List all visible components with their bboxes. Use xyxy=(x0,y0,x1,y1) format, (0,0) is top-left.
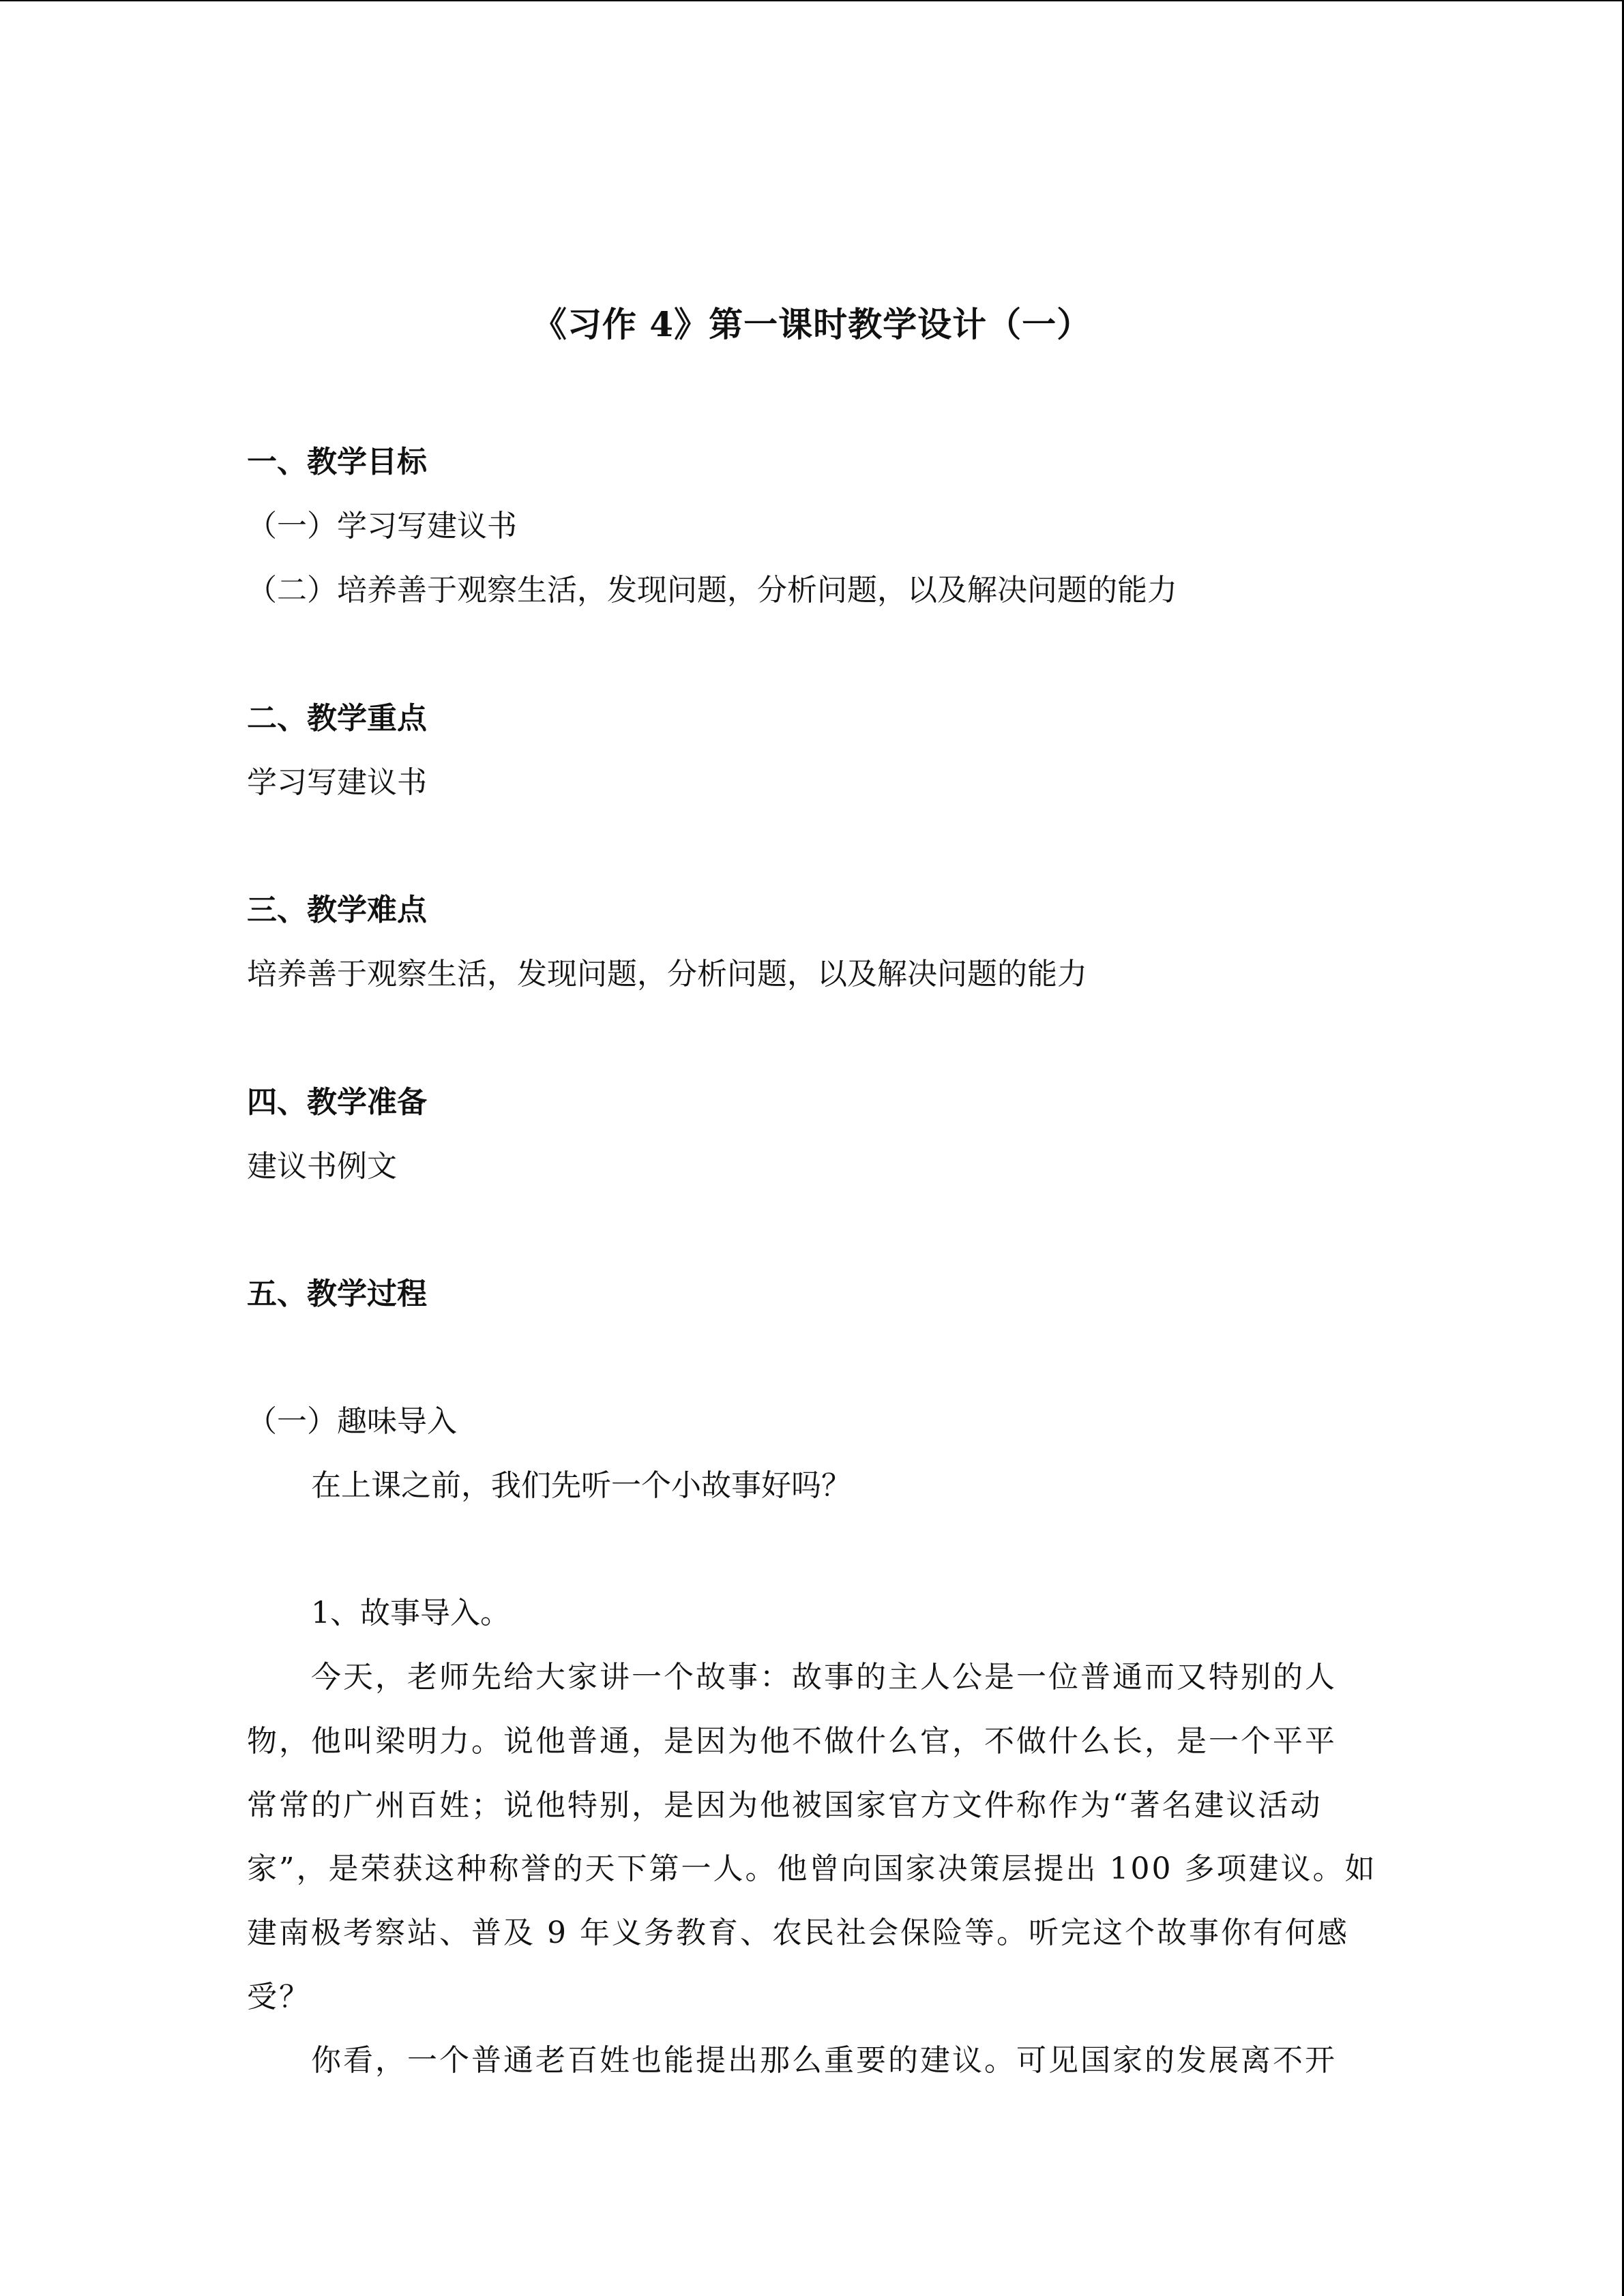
document-title: 《习作 4》第一课时教学设计（一） xyxy=(532,304,1092,344)
closing-line: 你看，一个普通老百姓也能提出那么重要的建议。可见国家的发展离不开 xyxy=(311,2043,1337,2078)
section-heading-key-points: 二、教学重点 xyxy=(247,701,427,736)
process-subheading: （一）趣味导入 xyxy=(247,1404,457,1439)
story-line: 受？ xyxy=(247,1980,311,2014)
section-heading-goals: 一、教学目标 xyxy=(247,445,427,479)
process-step-1: 1、故事导入。 xyxy=(311,1596,510,1630)
preparation-text: 建议书例文 xyxy=(247,1149,397,1184)
process-intro: 在上课之前，我们先听一个小故事好吗？ xyxy=(311,1468,851,1503)
story-line: 今天，老师先给大家讲一个故事：故事的主人公是一位普通而又特别的人 xyxy=(311,1660,1337,1695)
section-heading-difficulties: 三、教学难点 xyxy=(247,893,427,927)
goal-item-2: （二）培养善于观察生活，发现问题，分析问题，以及解决问题的能力 xyxy=(247,573,1177,608)
section-heading-process: 五、教学过程 xyxy=(247,1277,427,1311)
key-points-text: 学习写建议书 xyxy=(247,765,427,800)
page-top-border xyxy=(0,0,1624,1)
story-line: 建南极考察站、普及 9 年义务教育、农民社会保险等。听完这个故事你有何感 xyxy=(247,1915,1349,1950)
story-line: 常常的广州百姓；说他特别，是因为他被国家官方文件称作为“著名建议活动 xyxy=(247,1788,1323,1823)
goal-item-1: （一）学习写建议书 xyxy=(247,509,517,543)
difficulties-text: 培养善于观察生活，发现问题，分析问题，以及解决问题的能力 xyxy=(247,957,1087,992)
story-line: 物，他叫梁明力。说他普通，是因为他不做什么官，不做什么长，是一个平平 xyxy=(247,1724,1337,1759)
story-line: 家”，是荣获这种称誉的天下第一人。他曾向国家决策层提出 100 多项建议。如 xyxy=(247,1851,1377,1886)
section-heading-preparation: 四、教学准备 xyxy=(247,1085,427,1120)
